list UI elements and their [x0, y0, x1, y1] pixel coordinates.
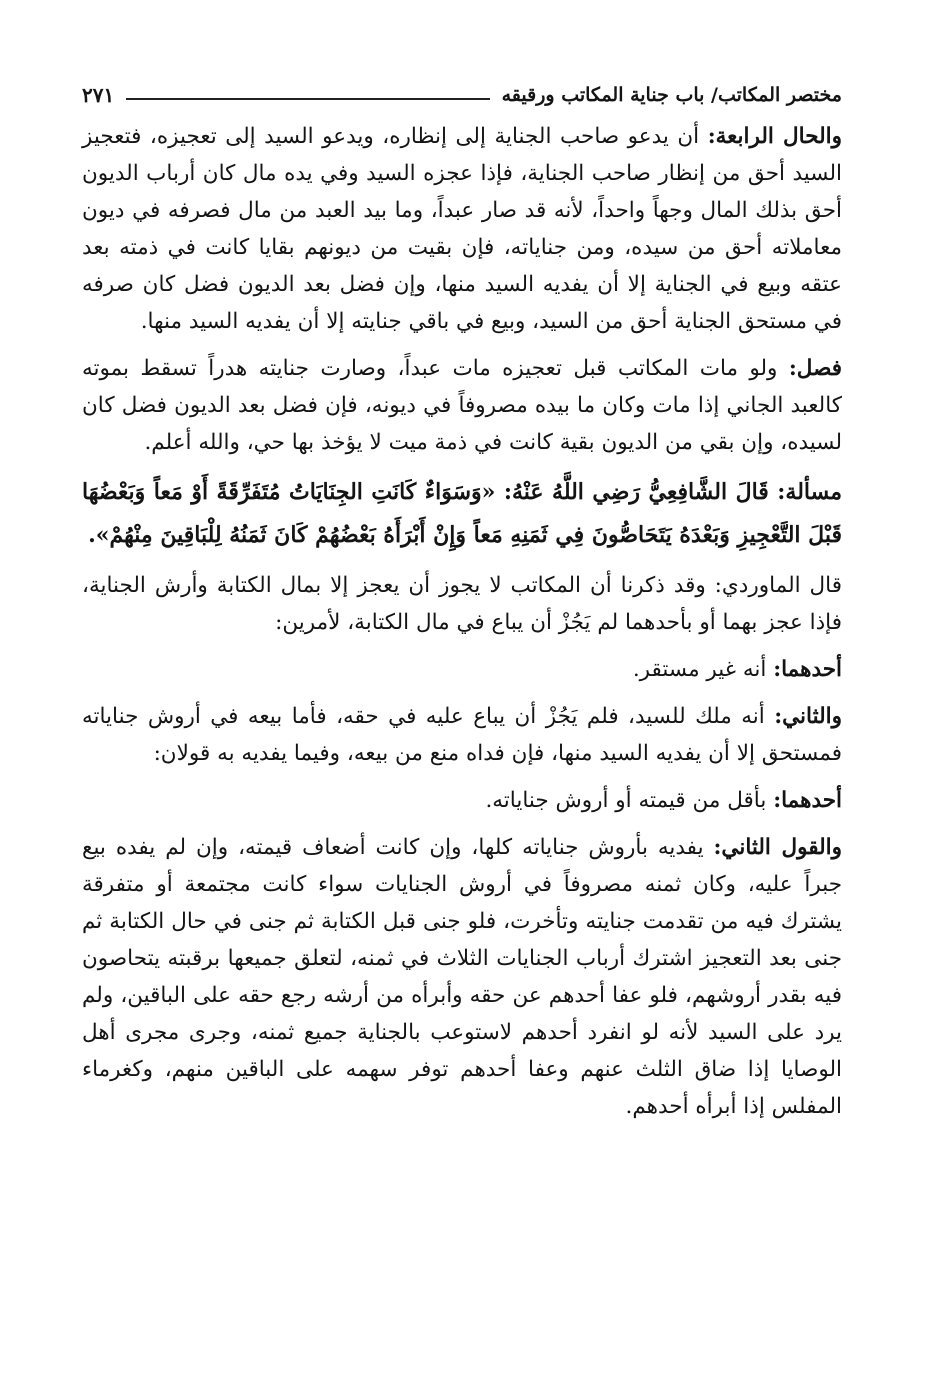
paragraph-first-reason — [82, 651, 842, 688]
paragraph-lead: والحال الرابعة: — [707, 124, 842, 149]
paragraph-lead: والقول الثاني: — [713, 835, 842, 860]
paragraph-lead: والثاني: — [774, 704, 842, 729]
paragraph-text: ولو مات المكاتب قبل تعجيزه مات عبداً، وصارت جنايته هدراً تسقط بموته كالعبد الجاني إذا مات وكان ما بيده مصروفاً في ديونه، فإن فضل بعد الديون فضل كان لسيده، وإن بقي من الديون بقية كانت في ذمة ميت لا يؤخذ بها حي، والله أعلم. — [82, 356, 842, 455]
shafii-quote: «وَسَوَاءٌ كَانَتِ الجِنَايَاتُ مُتَفَرِّقَةً أَوْ مَعاً وَبَعْضُهَا قَبْلَ التَّعْجِيزِ وَبَعْدَهُ يَتَحَاصُّونَ فِي ثَمَنِهِ مَعاً وَإِنْ أَبْرَأَهُ بَعْضُهُمْ كَانَ ثَمَنُهُ لِلْبَاقِينَ مِنْهُمْ». — [82, 479, 842, 548]
book-page — [82, 78, 842, 1348]
paragraph-lead: أحدهما: — [773, 657, 842, 682]
paragraph-second-opinion — [82, 829, 842, 1125]
paragraph-text: بأقل من قيمته أو أروش جناياته. — [485, 788, 774, 813]
page-number: ٢٧١ — [82, 83, 115, 107]
paragraph-lead: فصل: — [788, 356, 842, 381]
paragraph-fourth-case — [82, 118, 842, 340]
paragraph-masala — [82, 471, 842, 557]
paragraph-text: أن يدعو صاحب الجناية إلى إنظاره، ويدعو السيد إلى تعجيزه، فتعجيز السيد أحق من إنظار صاحب الجناية، فإذا عجزه السيد وفي يده مال كان أرباب الديون أحق بذلك المال وجهاً واحداً، لأنه قد صار عبداً، وما بيد العبد من مال فصرفه في ديون معاملاته أحق من سيده، ومن جناياته، فإن بقيت من ديونهم بقايا كانت في ذمته بعد عتقه وبيع في الجناية إلا أن يفديه السيد منها، وإن فضل بعد الديون فضل كان صرفه في مستحق الجناية أحق من السيد، وبيع في باقي جنايته إلا أن يفديه السيد منها. — [82, 124, 842, 334]
paragraph-text: يفديه بأروش جناياته كلها، وإن كانت أضعاف قيمته، وإن لم يفده بيع جبراً عليه، وكان ثمنه مصروفاً في أروش الجنايات سواء كانت مجتمعة أو متفرقة يشترك فيه من تقدمت جنايته وتأخرت، فلو جنى قبل الكتابة ثم جنى في حال الكتابة ثم جنى بعد التعجيز اشترك أرباب الجنايات الثلاث في ثمنه، لتعلق جميعها برقبته يتحاصون فيه بقدر أروشهم، فلو عفا أحدهم عن حقه وأبرأه من أرشه رجع حقه على الباقين، ولم يرد على السيد لأنه لو انفرد أحدهم لاستوعب بالجناية جميع ثمنه، وجرى مجرى أهل الوصايا إذا ضاق الثلث عنهم وعفا أحدهم توفر سهمه على الباقين منهم، وكغرماء المفلس إذا أبرأه أحدهم. — [82, 835, 842, 1119]
paragraph-text: أنه غير مستقر. — [632, 657, 774, 682]
paragraph-text: قال الماوردي: وقد ذكرنا أن المكاتب لا يجوز أن يعجز إلا بمال الكتابة وأرش الجناية، فإذا عجز بهما أو بأحدهما لم يَجُزْ أن يباع في مال الكتابة، لأمرين: — [82, 573, 842, 635]
paragraph-lead: مسألة: قَالَ الشَّافِعِيُّ رَضِي اللَّهُ عَنْهُ: — [503, 479, 843, 505]
header-rule — [126, 98, 489, 100]
paragraph-text: أنه ملك للسيد، فلم يَجُزْ أن يباع عليه في حقه، فأما بيعه في أروش جناياته فمستحق إلا أن يفديه السيد منها، فإن فداه منع من بيعه، وفيما يفديه به قولان: — [82, 704, 842, 766]
page-body — [82, 118, 842, 1125]
running-header — [82, 78, 842, 112]
paragraph-second-reason — [82, 698, 842, 772]
paragraph-fasl — [82, 350, 842, 461]
paragraph-first-opinion — [82, 782, 842, 819]
paragraph-lead: أحدهما: — [773, 788, 842, 813]
paragraph-mawardi — [82, 567, 842, 641]
running-title: مختصر المكاتب/ باب جناية المكاتب ورقيقه — [501, 84, 842, 106]
